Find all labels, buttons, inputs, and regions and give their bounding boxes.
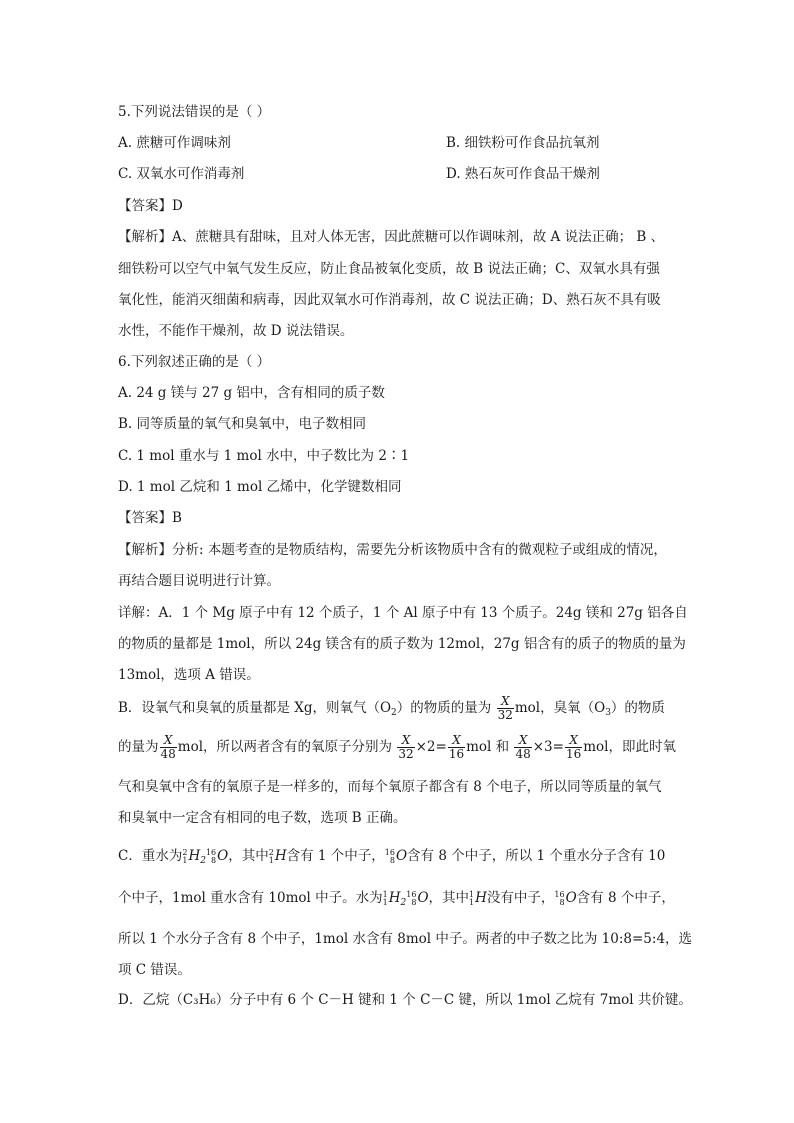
fraction-x-32: $\frac{X}{32}$ [497, 694, 513, 722]
q6-detail-b-line1: B．设氧气和臭氧的质量都是 Xg，则氧气$(O_2)$的物质的量为 $\frac{X}{32}$ mol，臭氧$(O_3)$的物质 [118, 694, 665, 722]
fraction-x-32: $\frac{X}{32}$ [398, 733, 414, 761]
q6-detail-b-line2: 的量为 $\frac{X}{48}$ mol，所以两者含有的氧原子分别为 $\frac{X}{32}$ ×2= $\frac{X}{16}$ mol 和 $\frac{X}{48}$ ×3= $\frac{X}{16}$ mol，即此时氧 [118, 733, 676, 761]
q6-stem: 6.下列叙述正确的是（ ） [118, 354, 271, 370]
q6-detail-c-line4: 项 C 错误。 [118, 962, 191, 978]
water-formula: 1 1 $H_2$ 16 8 O [382, 889, 429, 908]
q5-option-b: B. 细铁粉可作食品抗氧剂 [446, 135, 600, 151]
q5-option-a: A. 蔗糖可作调味剂 [118, 135, 231, 151]
q6-option-d: D. 1 mol 乙烷和 1 mol 乙烯中，化学键数相同 [118, 479, 402, 495]
q6-detail-b-line3: 气和臭氧中含有的氧原子是一样多的，而每个氧原子都含有 8 个电子，所以同等质量的氧气 [118, 779, 662, 795]
q6-option-c: C. 1 mol 重水与 1 mol 水中，中子数比为 2∶1 [118, 448, 410, 464]
q5-explain-line: 水性，不能作干燥剂，故 D 说法错误。 [118, 323, 354, 339]
q5-answer: 【答案】D [118, 198, 183, 214]
q5-stem: 5.下列说法错误的是（ ） [118, 104, 271, 120]
q5-explain-line: 细铁粉可以空气中氧气发生反应，防止食品被氧化变质，故 B 说法正确；C、双氧水具有强 [118, 261, 660, 277]
fraction-x-48: $\frac{X}{48}$ [160, 733, 176, 761]
q6-detail-d: D．乙烷（C₃H₆）分子中有 6 个 C－H 键和 1 个 C－C 键，所以 1mol 乙烷有 7mol 共价键。 [118, 992, 692, 1008]
q6-option-a: A. 24 g 镁与 27 g 铝中，含有相同的质子数 [118, 385, 385, 401]
q6-detail-c-line2: 个中子，1mol 重水含有 10mol 中子。水为 1 1 $H_2$ 16 8 O，其中 1 1 H没有中子， 16 8 O含有 8 个中子， [118, 888, 675, 913]
q6-detail-a-line: 的物质的量都是 1mol，所以 24g 镁含有的质子数为 12mol，27g 铝含有的质子的物质的量为 [118, 636, 686, 652]
q6-detail-c-line3: 所以 1 个水分子含有 8 个中子，1mol 水含有 8mol 中子。两者的中子数之比为 10:8=5:4，选 [118, 931, 693, 947]
q6-detail-a-line: 详解：A．1 个 Mg 原子中有 12 个质子，1 个 Al 原子中有 13 个质子。24g 镁和 27g 铝各自 [118, 605, 688, 621]
oxygen16-symbol: 16 8 O [384, 847, 408, 865]
q6-answer: 【答案】B [118, 510, 182, 526]
q5-explain-line: 【解析】A、蔗糖具有甜味，且对人体无害，因此蔗糖可以作调味剂，故 A 说法正确； B 、 [118, 229, 665, 245]
q6-analysis-line: 再结合题目说明进行计算。 [118, 573, 280, 589]
q6-option-b: B. 同等质量的氧气和臭氧中，电子数相同 [118, 416, 367, 432]
q6-detail-b-line4: 和臭氧中一定含有相同的电子数，选项 B 正确。 [118, 810, 407, 826]
fraction-x-16: $\frac{X}{16}$ [565, 733, 582, 761]
q6-analysis-line: 【解析】分析: 本题考查的是物质结构，需要先分析该物质中含有的微观粒子或组成的情况， [118, 542, 667, 558]
q5-explain-line: 氧化性，能消灭细菌和病毒，因此双氧水可作消毒剂，故 C 说法正确；D、熟石灰不具有吸 [118, 292, 661, 308]
fraction-x-16: $\frac{X}{16}$ [448, 733, 465, 761]
q5-option-c: C. 双氧水可作消毒剂 [118, 166, 245, 182]
oxygen16-symbol: 16 8 O [554, 889, 577, 907]
protium-symbol: 1 1 H [469, 889, 487, 907]
heavy-water-formula: 2 1 $H_2$ 16 8 O [182, 847, 229, 866]
deuterium-symbol: 2 1 H [268, 847, 287, 865]
q5-option-d: D. 熟石灰可作食品干燥剂 [446, 166, 600, 182]
q6-detail-c-line1: C．重水为 2 1 $H_2$ 16 8 O，其中 2 1 H含有 1 个中子， 16 8 O含有 8 个中子，所以 1 个重水分子含有 10 [118, 846, 665, 871]
fraction-x-48: $\frac{X}{48}$ [515, 733, 531, 761]
q6-detail-a-line: 13mol，选项 A 错误。 [118, 667, 260, 683]
